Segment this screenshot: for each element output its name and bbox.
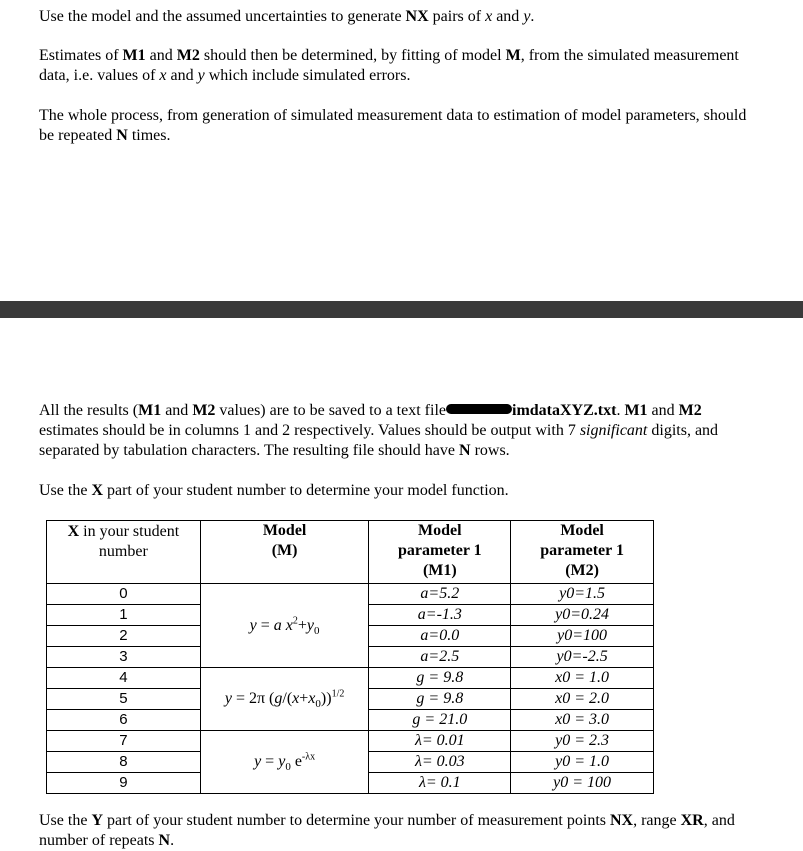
model-function-instruction: Use the X part of your student number to determine your model function. xyxy=(39,482,509,499)
cell-x: 4 xyxy=(47,668,201,689)
cell-m2: y0=-2.5 xyxy=(511,647,654,668)
cell-x: 3 xyxy=(47,647,201,668)
cell-m1: a=0.0 xyxy=(369,626,511,647)
model-pendulum-formula: y = 2π $(g/(x+x_0))^{1/2}$ xyxy=(200,668,369,731)
cell-m2: y0 = 2.3 xyxy=(511,731,654,752)
table-row xyxy=(47,584,654,605)
outro-paragraph: Use the Y part of your student number to determine your number of measurement points NX, range XR, and number of repeats N. xyxy=(39,812,735,849)
cell-m1: λ= 0.03 xyxy=(369,752,511,773)
cell-m2: x0 = 1.0 xyxy=(511,668,654,689)
model-exponential-formula: $y = y_0$ $e^{-\lambda x}$ xyxy=(200,731,369,794)
cell-m1: λ= 0.01 xyxy=(369,731,511,752)
cell-m1: a=2.5 xyxy=(369,647,511,668)
cell-m2: y0=100 xyxy=(511,626,654,647)
header-model: Model (M) xyxy=(200,521,369,584)
cell-x: 0 xyxy=(47,584,201,605)
cell-x: 7 xyxy=(47,731,201,752)
cell-x: 1 xyxy=(47,605,201,626)
cell-m1: g = 9.8 xyxy=(369,668,511,689)
results-paragraph: All the results (M1 and M2 values) are to be saved to a text file imdataXYZ.txt. M1 and M2 estimates should be in columns 1 and 2 respectively. Values should be output with 7 significant digits, and separated by tabulation characters. The resulting file should have N rows. xyxy=(39,402,719,459)
table-row xyxy=(47,668,654,689)
cell-m1: a=5.2 xyxy=(369,584,511,605)
intro-paragraph-2: Estimates of M1 and M2 should then be determined, by fitting of model M, from the simulated measurement data, i.e. values of x and y which include simulated errors. xyxy=(39,47,739,84)
cell-m2: y0 = 1.0 xyxy=(511,752,654,773)
cell-x: 8 xyxy=(47,752,201,773)
cell-m2: x0 = 2.0 xyxy=(511,689,654,710)
table-row xyxy=(47,731,654,752)
cell-m2: x0 = 3.0 xyxy=(511,710,654,731)
cell-x: 6 xyxy=(47,710,201,731)
cell-m1: λ= 0.1 xyxy=(369,773,511,794)
cell-x: 9 xyxy=(47,773,201,794)
table-header-row xyxy=(47,521,654,584)
intro-paragraph-3: The whole process, from generation of simulated measurement data to estimation of model parameters, should be repeated N times. xyxy=(39,107,747,144)
cell-x: 2 xyxy=(47,626,201,647)
cell-m1: g = 9.8 xyxy=(369,689,511,710)
header-model-parameter-m2: Model parameter 1 (M2) xyxy=(511,521,654,584)
redaction-mark xyxy=(446,404,512,414)
page-divider xyxy=(0,301,803,318)
cell-m2: y0=1.5 xyxy=(511,584,654,605)
cell-x: 5 xyxy=(47,689,201,710)
model-table xyxy=(46,520,654,794)
header-x-student-number: X in your student number xyxy=(47,521,201,584)
cell-m1: g = 21.0 xyxy=(369,710,511,731)
header-model-parameter-m1: Model parameter 1 (M1) xyxy=(369,521,511,584)
intro-paragraph-1: Use the model and the assumed uncertainties to generate NX pairs of x and y. xyxy=(39,8,535,25)
cell-m1: a=-1.3 xyxy=(369,605,511,626)
cell-m2: y0 = 100 xyxy=(511,773,654,794)
cell-m2: y0=0.24 xyxy=(511,605,654,626)
model-quadratic-formula: y = a $x^2+y_0$ xyxy=(200,584,369,668)
